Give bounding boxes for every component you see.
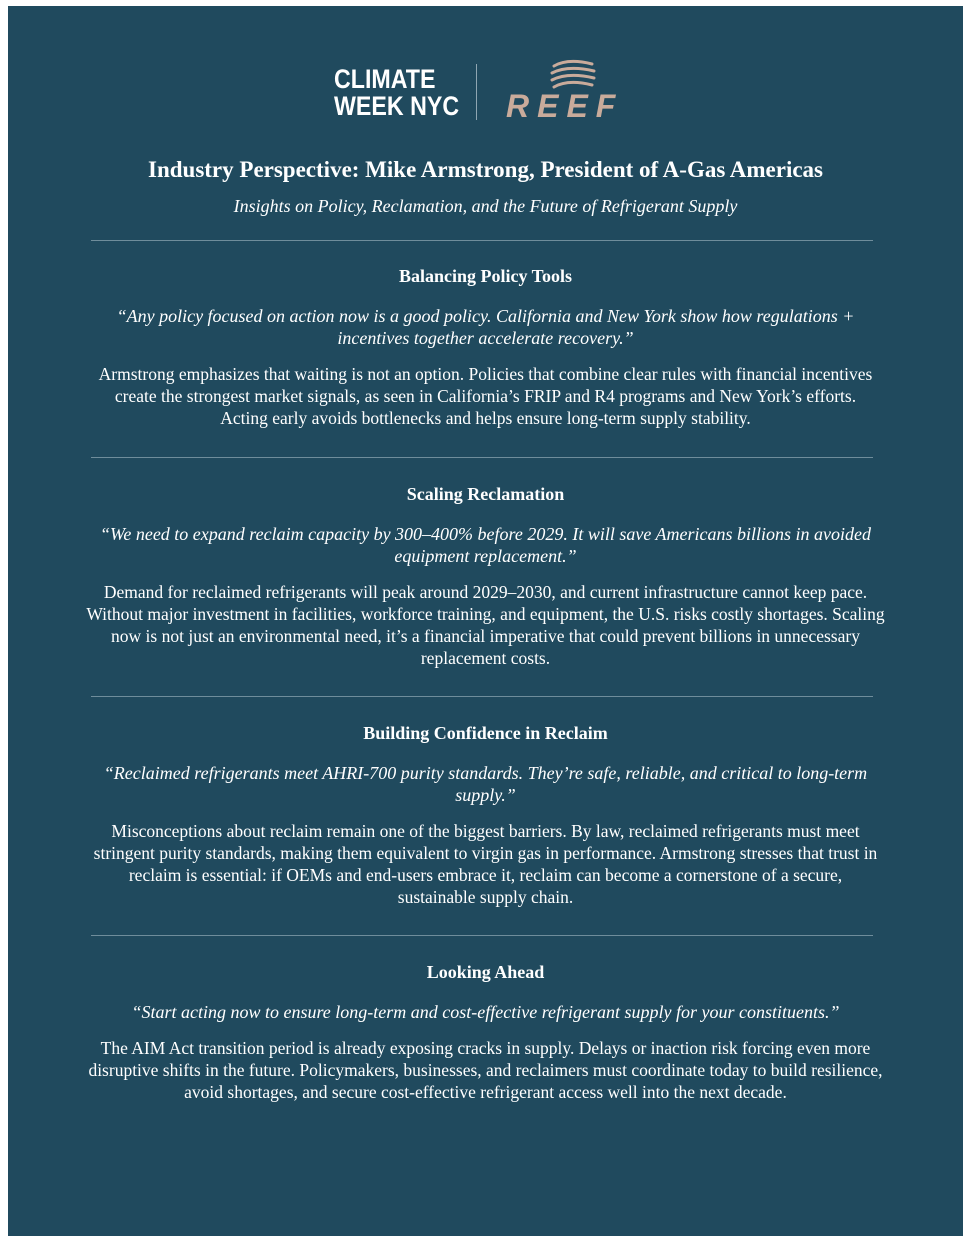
reef-logo — [506, 58, 636, 126]
section-heading: Building Confidence in Reclaim — [363, 723, 608, 743]
reef-waves-icon — [550, 58, 596, 92]
section-building-confidence — [8, 722, 963, 908]
page-title: Industry Perspective: Mike Armstrong, President of A-Gas Americas — [148, 157, 823, 182]
logo-bar — [8, 58, 963, 128]
climate-week-logo-line2: WEEK NYC — [334, 91, 460, 121]
section-body: Demand for reclaimed refrigerants will peak around 2029–2030, and current infrastructure cannot keep pace. Without major investment in facilities, workforce training, and equipment, the U.S. risks costly shortages. Scaling now is not just an environmental need, it’s a financial imperative that could prevent billions in unnecessary replacement costs. — [86, 582, 885, 668]
section-heading: Balancing Policy Tools — [398, 266, 573, 286]
section-body: The AIM Act transition period is already exposing cracks in supply. Delays or inaction risk forcing even more disruptive shifts in the future. Policymakers, businesses, and reclaimers must coordinate today to build resilience, avoid shortages, and secure cost-effective refrigerant access well into the next decade. — [88, 1038, 883, 1102]
reef-wordmark: REEF — [506, 88, 624, 124]
section-body: Misconceptions about reclaim remain one of the biggest barriers. By law, reclaimed refrigerants must meet stringent purity standards, making them equivalent to virgin gas in performance. Armstrong stresses that trust in reclaim is essential: if OEMs and end-users embrace it, reclaim can become a cornerstone of a secure, sustainable supply chain. — [93, 821, 878, 907]
section-body: Armstrong emphasizes that waiting is not an option. Policies that combine clear rules with financial incentives create the strongest market signals, as seen in California’s FRIP and R4 programs and New York’s efforts. Acting early avoids bottlenecks and helps ensure long-term supply stability. — [98, 364, 873, 428]
section-quote: “Start acting now to ensure long-term and cost-effective refrigerant supply for your constituents.” — [131, 1002, 840, 1022]
page-subtitle: Insights on Policy, Reclamation, and the Future of Refrigerant Supply — [233, 196, 738, 216]
climate-week-logo-line1: CLIMATE — [334, 64, 436, 94]
section-heading: Looking Ahead — [426, 962, 545, 982]
section-divider — [91, 240, 873, 241]
section-scaling-reclamation — [8, 483, 963, 669]
section-heading: Scaling Reclamation — [406, 484, 565, 504]
section-divider — [91, 696, 873, 697]
section-looking-ahead — [8, 961, 963, 1103]
section-balancing-policy-tools — [8, 265, 963, 429]
logo-divider — [476, 64, 477, 120]
section-divider — [91, 935, 873, 936]
infographic-page — [8, 6, 963, 1236]
section-quote: “Any policy focused on action now is a good policy. California and New York show how regulations + incentives together accelerate recovery.” — [116, 306, 855, 348]
climate-week-nyc-logo — [334, 66, 459, 120]
section-quote: “Reclaimed refrigerants meet AHRI-700 purity standards. They’re safe, reliable, and critical to long-term supply.” — [103, 763, 868, 805]
section-divider — [91, 457, 873, 458]
section-quote: “We need to expand reclaim capacity by 300–400% before 2029. It will save Americans billions in avoided equipment replacement.” — [99, 524, 872, 566]
